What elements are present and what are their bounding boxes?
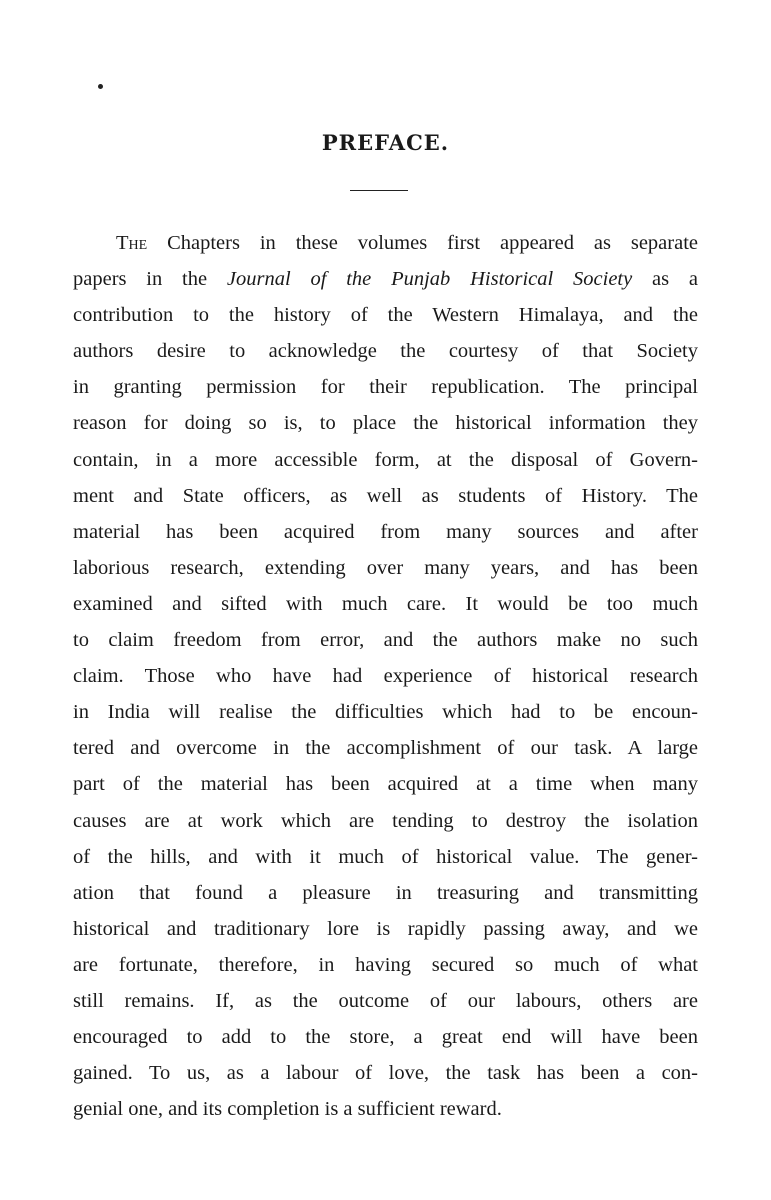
text-line: still remains. If, as the outcome of our labours, others are: [73, 989, 698, 1012]
text-line: historical and traditionary lore is rapidly passing away, and we: [73, 917, 698, 940]
title-rule: [350, 190, 408, 191]
text-line: part of the material has been acquired at a time when many: [73, 773, 698, 796]
text-line: of the hills, and with it much of historical value. The gener-: [73, 845, 698, 868]
text-line: contain, in a more accessible form, at the disposal of Govern-: [73, 448, 698, 471]
opening-word: The: [116, 232, 148, 254]
text-line: in India will realise the difficulties which had to be encoun-: [73, 701, 698, 724]
text-line: causes are at work which are tending to destroy the isolation: [73, 809, 698, 832]
preface-paragraph: [73, 225, 698, 1127]
text-line: ment and State officers, as well as students of History. The: [73, 484, 698, 507]
text-line: are fortunate, therefore, in having secured so much of what: [73, 953, 698, 976]
text-line: papers in the Journal of the Punjab Historical Society as a: [73, 268, 698, 291]
journal-title: Journal of the Punjab Historical Society: [226, 268, 633, 291]
text-line: tered and overcome in the accomplishment of our task. A large: [73, 737, 698, 760]
ink-speck: [98, 84, 103, 89]
text-line: in granting permission for their republication. The principal: [73, 376, 698, 399]
text-line: examined and sifted with much care. It would be too much: [73, 592, 698, 615]
text-line: encouraged to add to the store, a great end will have been: [73, 1026, 698, 1049]
text-line: genial one, and its completion is a sufficient reward.: [73, 1098, 502, 1121]
text-line: claim. Those who have had experience of historical research: [73, 665, 698, 688]
text-line: reason for doing so is, to place the historical information they: [73, 412, 698, 435]
text-line: to claim freedom from error, and the authors make no such: [73, 629, 698, 652]
text-line: authors desire to acknowledge the courtesy of that Society: [73, 340, 698, 363]
text-line: gained. To us, as a labour of love, the task has been a con-: [73, 1062, 698, 1085]
page-title: PREFACE.: [321, 130, 450, 155]
text-line: contribution to the history of the Western Himalaya, and the: [73, 304, 698, 327]
text-line: ation that found a pleasure in treasuring and transmitting: [73, 881, 698, 904]
text-line: laborious research, extending over many years, and has been: [73, 556, 698, 579]
text-line: The Chapters in these volumes first appeared as separate: [116, 232, 698, 254]
text-line: material has been acquired from many sources and after: [73, 520, 698, 543]
